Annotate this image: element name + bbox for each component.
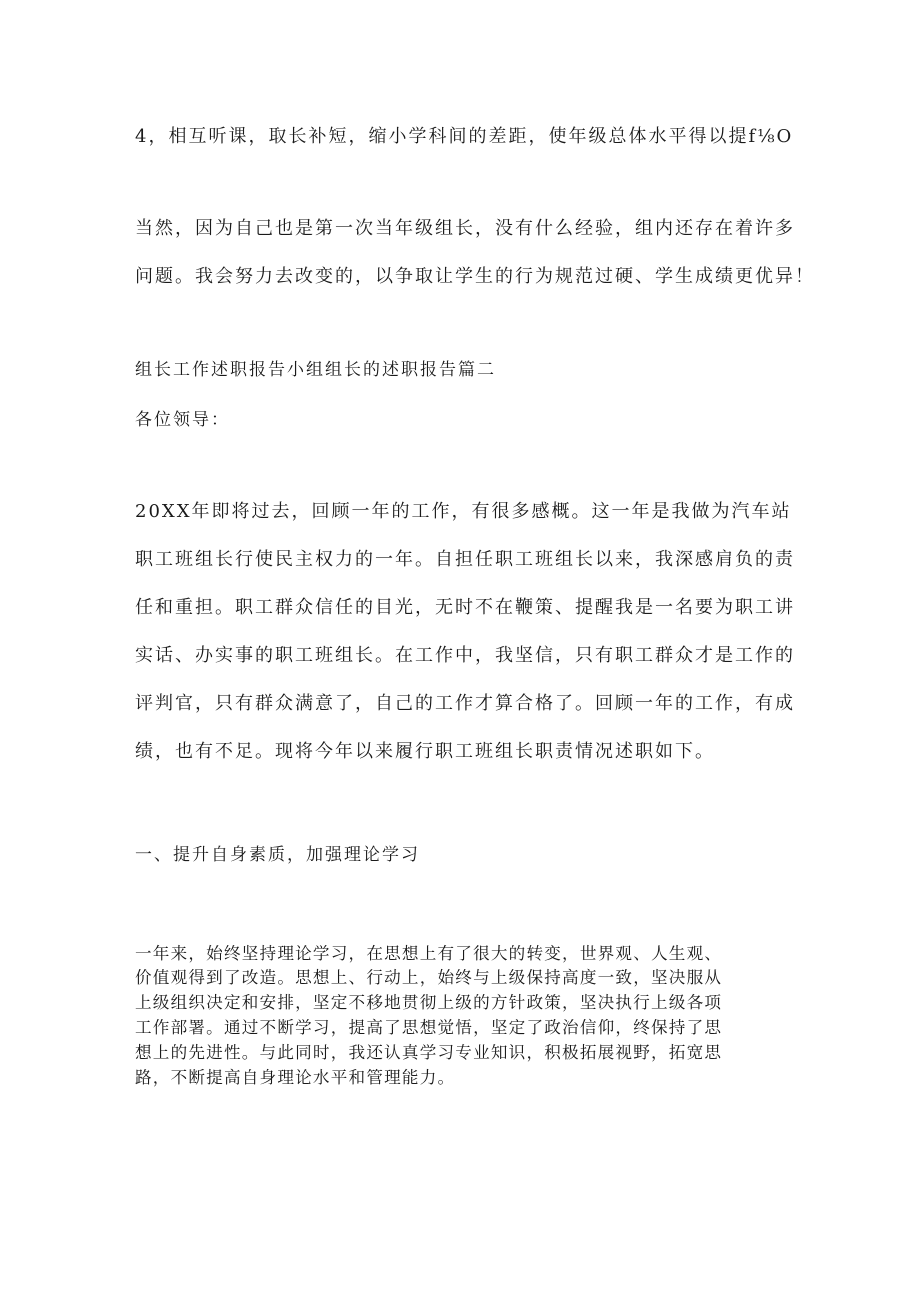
intro-line-2: 职工班组长行使民主权力的一年。自担任职工班组长以来，我深感肩负的责: [135, 549, 795, 570]
body1-line-4: 工作部署。通过不断学习，提高了思想觉悟，坚定了政治信仰，终保持了思: [135, 1018, 723, 1037]
heading-1: 一、提升自身素质，加强理论学习: [135, 845, 420, 865]
body1-line-2: 价值观得到了改造。思想上、行动上，始终与上级保持高度一致，坚决服从: [135, 968, 723, 987]
intro-line-5: 评判官，只有群众满意了，自己的工作才算合格了。回顾一年的工作，有成: [135, 693, 795, 714]
section-title: 组长工作述职报告小组组长的述职报告篇二: [135, 360, 496, 380]
intro-line-6: 绩，也有不足。现将今年以来履行职工班组长职责情况述职如下。: [135, 741, 715, 762]
body1-line-6: 路，不断提高自身理论水平和管理能力。: [135, 1068, 456, 1087]
intro-line-1: 20XX年即将过去，回顾一年的工作，有很多感概。这一年是我做为汽车站: [135, 501, 792, 522]
closing-line-2: 问题。我会努力去改变的，以争取让学生的行为规范过硬、学生成绩更优异！: [135, 266, 815, 287]
intro-line-4: 实话、办实事的职工班组长。在工作中，我坚信，只有职工群众才是工作的: [135, 645, 795, 666]
intro-line-3: 任和重担。职工群众信任的目光，无时不在鞭策、提醒我是一名要为职工讲: [135, 597, 795, 618]
item-4-line: 4，相互听课，取长补短，缩小学科间的差距，使年级总体水平得以提f⅛O: [135, 126, 794, 147]
salutation: 各位领导：: [135, 410, 230, 430]
closing-line-1: 当然，因为自己也是第一次当年级组长，没有什么经验，组内还存在着许多: [135, 218, 795, 239]
body1-line-5: 想上的先进性。与此同时，我还认真学习专业知识，积极拓展视野，拓宽思: [135, 1043, 723, 1062]
body1-line-3: 上级组织决定和安排，坚定不移地贯彻上级的方针政策，坚决执行上级各项: [135, 993, 723, 1012]
body1-line-1: 一年来，始终坚持理论学习，在思想上有了很大的转变，世界观、人生观、: [135, 944, 723, 963]
